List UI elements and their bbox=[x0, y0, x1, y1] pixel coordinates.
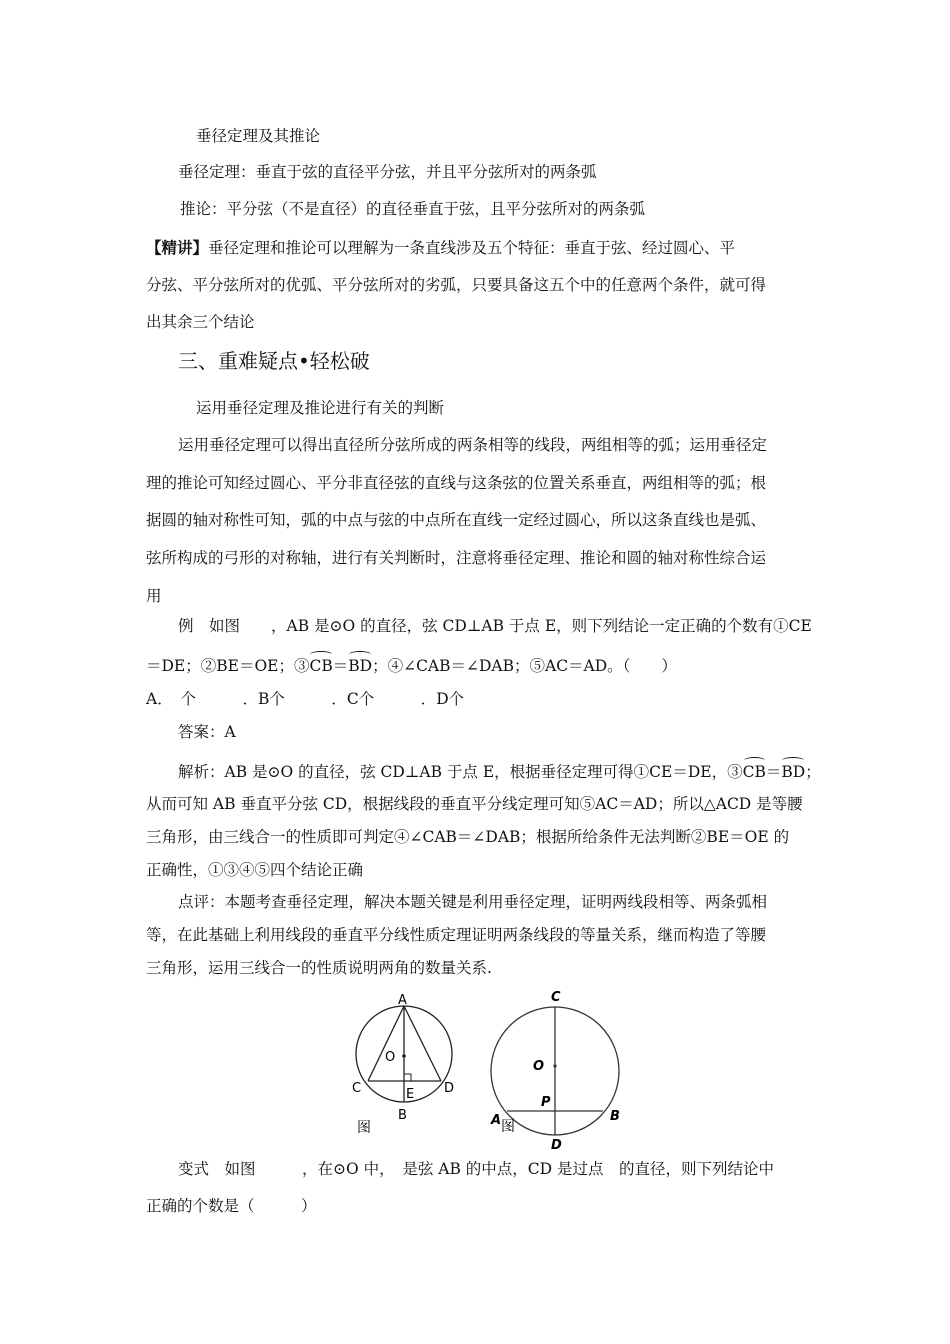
review-line-2: 等，在此基础上利用线段的垂直平分线性质定理证明两条线段的等量关系，继而构造了等腰 bbox=[146, 926, 767, 944]
analysis-line-4: 正确性，①③④⑤四个结论正确 bbox=[146, 861, 364, 879]
variant-line-1: 变式 如图 ，在⊙O 中， 是弦 AB 的中点，CD 是过点 的直径，则下列结论中 bbox=[178, 1160, 775, 1178]
para-line-3: 据圆的轴对称性可知，弧的中点与弦的中点所在直线一定经过圆心，所以这条直线也是弧、 bbox=[146, 511, 767, 529]
analysis-eq: ＝ bbox=[765, 763, 782, 781]
analysis-line-1b: ； bbox=[805, 763, 821, 781]
arc-eq: ＝ bbox=[332, 657, 349, 675]
example-line-2 bbox=[146, 656, 677, 676]
example-options: A． 个 ．B个 ．C个 ．D个 bbox=[146, 690, 465, 708]
example-line-2a: ＝DE；②BE＝OE；③ bbox=[146, 657, 310, 675]
jingjiang-tag: 【精讲】 bbox=[146, 239, 209, 257]
figure-1-label-a: A bbox=[398, 993, 407, 1008]
figure-2-caption: 图 bbox=[501, 1119, 515, 1135]
para-line-2: 理的推论可知经过圆心、平分非直径弦的直线与这条弦的位置关系垂直，两组相等的弧；根 bbox=[146, 474, 767, 492]
corollary-text: 推论：平分弦（不是直径）的直径垂直于弦，且平分弦所对的两条弧 bbox=[180, 200, 646, 218]
para-line-4: 弦所构成的弓形的对称轴，进行有关判断时，注意将垂径定理、推论和圆的轴对称性综合运 bbox=[146, 549, 767, 567]
figure-2-label-b: B bbox=[610, 1109, 620, 1124]
figure-1-right-angle bbox=[404, 1074, 411, 1081]
subheading: 运用垂径定理及推论进行有关的判断 bbox=[196, 399, 445, 417]
figure-2-diagram bbox=[485, 985, 625, 1155]
figure-2-label-o: O bbox=[533, 1059, 545, 1074]
jingjiang-line-2: 分弦、平分弦所对的优弧、平分弦所对的劣弧，只要具备这五个中的任意两个条件，就可得 bbox=[146, 276, 767, 294]
example-answer: 答案：A bbox=[178, 723, 236, 741]
figure-1-label-b: B bbox=[398, 1108, 407, 1123]
section-heading: 三、重难疑点•轻松破 bbox=[178, 349, 370, 373]
jingjiang-line-1 bbox=[146, 238, 735, 258]
figure-2-label-a: A bbox=[491, 1113, 502, 1128]
jingjiang-line-3: 出其余三个结论 bbox=[146, 313, 255, 331]
para-line-1: 运用垂径定理可以得出直径所分弦所成的两条相等的线段，两组相等的弧；运用垂径定 bbox=[178, 436, 768, 454]
analysis-arc-cb: CB bbox=[742, 763, 766, 781]
section-title: 垂径定理及其推论 bbox=[196, 127, 321, 145]
figure-2-label-d: D bbox=[551, 1138, 562, 1153]
jingjiang-text-1: 垂径定理和推论可以理解为一条直线涉及五个特征：垂直于弦、经过圆心、平 bbox=[208, 239, 736, 257]
analysis-line-2: 从而可知 AB 垂直平分弦 CD，根据线段的垂直平分线定理可知⑤AC＝AD；所以△ACD 是等腰 bbox=[146, 795, 803, 813]
figure-1-diagram bbox=[345, 988, 465, 1138]
arc-cb: CB bbox=[309, 657, 333, 675]
figure-1-center-dot bbox=[402, 1054, 406, 1058]
review-line-1: 点评：本题考查垂径定理，解决本题关键是利用垂径定理，证明两线段相等、两条弧相 bbox=[178, 893, 768, 911]
figure-1-caption: 图 bbox=[357, 1120, 371, 1136]
figure-1-label-c: C bbox=[352, 1081, 362, 1096]
variant-line-2: 正确的个数是（ ） bbox=[146, 1197, 317, 1215]
figure-2-center-dot bbox=[553, 1064, 556, 1067]
review-line-3: 三角形，运用三线合一的性质说明两角的数量关系. bbox=[146, 959, 492, 977]
example-line-1: 例 如图 ，AB 是⊙O 的直径，弦 CD⊥AB 于点 E，则下列结论一定正确的个数有①CE bbox=[178, 617, 812, 635]
figure-1-label-o: O bbox=[385, 1050, 396, 1065]
figure-1-label-e: E bbox=[406, 1087, 415, 1102]
analysis-line-3: 三角形，由三线合一的性质即可判定④∠CAB＝∠DAB；根据所给条件无法判断②BE＝OE 的 bbox=[146, 828, 790, 846]
para-line-5: 用 bbox=[146, 587, 162, 605]
analysis-arc-bd: BD bbox=[781, 763, 806, 781]
figure-2-label-c: C bbox=[551, 990, 561, 1005]
arc-bd: BD bbox=[348, 657, 373, 675]
example-line-2b: ；④∠CAB＝∠DAB；⑤AC＝AD。（ ） bbox=[372, 657, 677, 675]
analysis-line-1 bbox=[178, 762, 821, 782]
figure-2-label-p: P bbox=[541, 1095, 551, 1110]
figure-1-label-d: D bbox=[444, 1081, 455, 1096]
analysis-line-1a: 解析：AB 是⊙O 的直径，弦 CD⊥AB 于点 E，根据垂径定理可得①CE＝DE，③ bbox=[178, 763, 743, 781]
theorem-text: 垂径定理：垂直于弦的直径平分弦，并且平分弦所对的两条弧 bbox=[178, 163, 597, 181]
